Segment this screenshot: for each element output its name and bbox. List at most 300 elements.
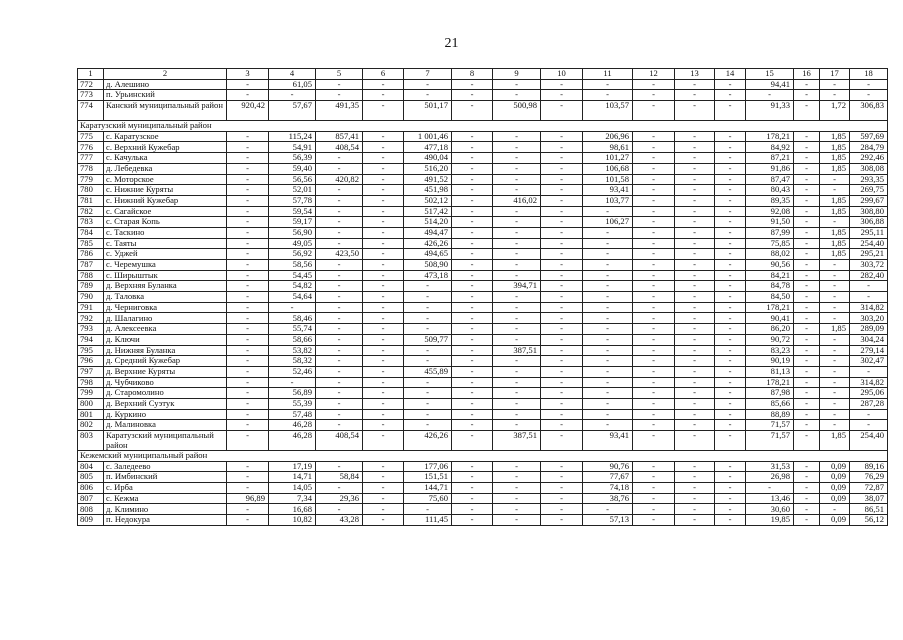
value-cell: - bbox=[633, 90, 675, 101]
value-cell: - bbox=[541, 420, 583, 431]
value-cell: 59,40 bbox=[269, 163, 316, 174]
value-cell: - bbox=[633, 292, 675, 303]
value-cell: - bbox=[583, 366, 633, 377]
table-row bbox=[78, 483, 888, 494]
value-cell: - bbox=[820, 388, 850, 399]
value-cell: - bbox=[633, 79, 675, 90]
table-row bbox=[78, 302, 888, 313]
value-cell: - bbox=[715, 493, 746, 504]
settlement-name: д. Верхние Куряты bbox=[104, 366, 227, 377]
row-number: 801 bbox=[78, 409, 104, 420]
row-number: 784 bbox=[78, 227, 104, 238]
value-cell: - bbox=[227, 292, 269, 303]
value-cell: - bbox=[227, 206, 269, 217]
value-cell: - bbox=[583, 206, 633, 217]
table-row bbox=[78, 493, 888, 504]
value-cell: 10,82 bbox=[269, 515, 316, 526]
value-cell: - bbox=[227, 472, 269, 483]
settlement-name: Каратузский муниципальный район bbox=[104, 431, 227, 451]
settlement-name: с. Сагайское bbox=[104, 206, 227, 217]
row-number: 796 bbox=[78, 356, 104, 367]
value-cell: - bbox=[794, 90, 820, 101]
value-cell: 30,60 bbox=[746, 504, 794, 515]
row-number: 800 bbox=[78, 398, 104, 409]
row-number: 807 bbox=[78, 493, 104, 504]
value-cell: - bbox=[583, 238, 633, 249]
value-cell: - bbox=[715, 79, 746, 90]
value-cell: - bbox=[227, 163, 269, 174]
value-cell: - bbox=[583, 420, 633, 431]
value-cell: - bbox=[633, 334, 675, 345]
table-row bbox=[78, 260, 888, 271]
value-cell: - bbox=[820, 281, 850, 292]
value-cell: 1,85 bbox=[820, 249, 850, 260]
value-cell: - bbox=[715, 472, 746, 483]
value-cell: - bbox=[541, 163, 583, 174]
value-cell: - bbox=[820, 79, 850, 90]
value-cell: 84,78 bbox=[746, 281, 794, 292]
table-row bbox=[78, 217, 888, 228]
value-cell: 56,90 bbox=[269, 227, 316, 238]
value-cell: - bbox=[363, 313, 404, 324]
value-cell: - bbox=[675, 142, 715, 153]
table-row bbox=[78, 431, 888, 451]
settlement-name: с. Ирба bbox=[104, 483, 227, 494]
value-cell: - bbox=[633, 420, 675, 431]
value-cell: - bbox=[404, 377, 452, 388]
value-cell: - bbox=[794, 260, 820, 271]
value-cell: 86,51 bbox=[850, 504, 888, 515]
value-cell: - bbox=[227, 217, 269, 228]
value-cell: - bbox=[493, 163, 541, 174]
value-cell: - bbox=[715, 90, 746, 101]
value-cell: - bbox=[715, 163, 746, 174]
value-cell: - bbox=[715, 101, 746, 121]
value-cell: - bbox=[541, 409, 583, 420]
value-cell: - bbox=[794, 431, 820, 451]
value-cell: - bbox=[452, 206, 493, 217]
value-cell: - bbox=[541, 504, 583, 515]
value-cell: - bbox=[316, 185, 363, 196]
value-cell: - bbox=[715, 461, 746, 472]
value-cell: - bbox=[850, 79, 888, 90]
value-cell: 1,85 bbox=[820, 324, 850, 335]
value-cell: 54,82 bbox=[269, 281, 316, 292]
value-cell: - bbox=[583, 260, 633, 271]
value-cell: - bbox=[715, 153, 746, 164]
value-cell: 87,99 bbox=[746, 227, 794, 238]
value-cell: - bbox=[794, 270, 820, 281]
value-cell: - bbox=[675, 515, 715, 526]
value-cell: 1,85 bbox=[820, 153, 850, 164]
value-cell: - bbox=[493, 356, 541, 367]
value-cell: - bbox=[404, 79, 452, 90]
value-cell: - bbox=[404, 420, 452, 431]
value-cell: 284,79 bbox=[850, 142, 888, 153]
value-cell: - bbox=[675, 313, 715, 324]
column-header: 16 bbox=[794, 69, 820, 80]
value-cell: - bbox=[675, 270, 715, 281]
value-cell: - bbox=[850, 409, 888, 420]
settlement-name: д. Климино bbox=[104, 504, 227, 515]
value-cell: 206,96 bbox=[583, 131, 633, 142]
value-cell: - bbox=[794, 227, 820, 238]
value-cell: - bbox=[541, 388, 583, 399]
value-cell: - bbox=[633, 153, 675, 164]
value-cell: - bbox=[227, 483, 269, 494]
value-cell: - bbox=[227, 324, 269, 335]
value-cell: - bbox=[541, 249, 583, 260]
value-cell: - bbox=[493, 249, 541, 260]
value-cell: 38,76 bbox=[583, 493, 633, 504]
table-row bbox=[78, 515, 888, 526]
value-cell: - bbox=[820, 504, 850, 515]
value-cell: - bbox=[583, 281, 633, 292]
value-cell: - bbox=[794, 174, 820, 185]
value-cell: 58,32 bbox=[269, 356, 316, 367]
value-cell: 0,09 bbox=[820, 472, 850, 483]
value-cell: - bbox=[633, 377, 675, 388]
value-cell: - bbox=[227, 398, 269, 409]
value-cell: - bbox=[227, 302, 269, 313]
section-title: Каратузский муниципальный район bbox=[78, 121, 888, 132]
value-cell: - bbox=[633, 461, 675, 472]
value-cell: - bbox=[452, 409, 493, 420]
value-cell: - bbox=[633, 142, 675, 153]
settlement-name: с. Моторское bbox=[104, 174, 227, 185]
value-cell: - bbox=[794, 345, 820, 356]
value-cell: 91,33 bbox=[746, 101, 794, 121]
value-cell: - bbox=[452, 388, 493, 399]
value-cell: - bbox=[227, 377, 269, 388]
value-cell: - bbox=[794, 79, 820, 90]
value-cell: - bbox=[404, 313, 452, 324]
value-cell: - bbox=[541, 515, 583, 526]
value-cell: - bbox=[227, 504, 269, 515]
value-cell: 426,26 bbox=[404, 431, 452, 451]
settlement-name: д. Таловка bbox=[104, 292, 227, 303]
table-row bbox=[78, 345, 888, 356]
value-cell: 254,40 bbox=[850, 238, 888, 249]
row-number: 804 bbox=[78, 461, 104, 472]
value-cell: 295,21 bbox=[850, 249, 888, 260]
settlement-name: с. Кежма bbox=[104, 493, 227, 504]
value-cell: - bbox=[363, 515, 404, 526]
value-cell: - bbox=[633, 324, 675, 335]
value-cell: 303,72 bbox=[850, 260, 888, 271]
value-cell: - bbox=[794, 195, 820, 206]
settlement-name: с. Нижний Кужебар bbox=[104, 195, 227, 206]
value-cell: - bbox=[363, 366, 404, 377]
value-cell: 90,76 bbox=[583, 461, 633, 472]
value-cell: - bbox=[227, 249, 269, 260]
value-cell: 93,41 bbox=[583, 185, 633, 196]
value-cell: - bbox=[794, 302, 820, 313]
value-cell: - bbox=[493, 313, 541, 324]
value-cell: - bbox=[820, 174, 850, 185]
value-cell: - bbox=[227, 79, 269, 90]
value-cell: - bbox=[850, 420, 888, 431]
value-cell: - bbox=[850, 366, 888, 377]
value-cell: - bbox=[633, 431, 675, 451]
table-row bbox=[78, 227, 888, 238]
value-cell: - bbox=[850, 90, 888, 101]
value-cell: - bbox=[715, 483, 746, 494]
row-number: 783 bbox=[78, 217, 104, 228]
value-cell: - bbox=[363, 260, 404, 271]
value-cell: - bbox=[675, 90, 715, 101]
value-cell: - bbox=[633, 281, 675, 292]
value-cell: - bbox=[633, 270, 675, 281]
value-cell: - bbox=[794, 515, 820, 526]
value-cell: - bbox=[493, 334, 541, 345]
column-header: 18 bbox=[850, 69, 888, 80]
value-cell: 90,41 bbox=[746, 313, 794, 324]
settlement-name: с. Черемушка bbox=[104, 260, 227, 271]
column-header: 8 bbox=[452, 69, 493, 80]
value-cell: 111,45 bbox=[404, 515, 452, 526]
value-cell: 292,46 bbox=[850, 153, 888, 164]
settlement-name: д. Куркино bbox=[104, 409, 227, 420]
settlement-name: с. Качулька bbox=[104, 153, 227, 164]
value-cell: - bbox=[316, 260, 363, 271]
value-cell: - bbox=[715, 313, 746, 324]
value-cell: - bbox=[227, 260, 269, 271]
row-number: 775 bbox=[78, 131, 104, 142]
value-cell: 490,04 bbox=[404, 153, 452, 164]
value-cell: - bbox=[715, 195, 746, 206]
value-cell: 254,40 bbox=[850, 431, 888, 451]
value-cell: - bbox=[675, 324, 715, 335]
value-cell: - bbox=[363, 377, 404, 388]
value-cell: 501,17 bbox=[404, 101, 452, 121]
table-row bbox=[78, 153, 888, 164]
value-cell: - bbox=[452, 366, 493, 377]
section-row bbox=[78, 121, 888, 132]
column-header: 2 bbox=[104, 69, 227, 80]
value-cell: - bbox=[675, 493, 715, 504]
value-cell: 103,57 bbox=[583, 101, 633, 121]
table-row bbox=[78, 174, 888, 185]
value-cell: - bbox=[675, 163, 715, 174]
row-number: 787 bbox=[78, 260, 104, 271]
value-cell: 151,51 bbox=[404, 472, 452, 483]
table-row bbox=[78, 324, 888, 335]
value-cell: 494,47 bbox=[404, 227, 452, 238]
value-cell: - bbox=[715, 356, 746, 367]
value-cell: - bbox=[541, 217, 583, 228]
value-cell: - bbox=[583, 377, 633, 388]
value-cell: 295,11 bbox=[850, 227, 888, 238]
value-cell: 17,19 bbox=[269, 461, 316, 472]
value-cell: - bbox=[227, 313, 269, 324]
value-cell: - bbox=[541, 431, 583, 451]
value-cell: 94,41 bbox=[746, 79, 794, 90]
table-row bbox=[78, 388, 888, 399]
settlement-name: д. Шалагино bbox=[104, 313, 227, 324]
settlement-name: с. Старая Копь bbox=[104, 217, 227, 228]
value-cell: 90,72 bbox=[746, 334, 794, 345]
value-cell: - bbox=[675, 153, 715, 164]
value-cell: - bbox=[675, 398, 715, 409]
table-row bbox=[78, 249, 888, 260]
value-cell: 293,35 bbox=[850, 174, 888, 185]
value-cell: - bbox=[633, 483, 675, 494]
value-cell: 103,77 bbox=[583, 195, 633, 206]
value-cell: 55,74 bbox=[269, 324, 316, 335]
value-cell: - bbox=[715, 420, 746, 431]
value-cell: - bbox=[541, 292, 583, 303]
value-cell: - bbox=[541, 270, 583, 281]
value-cell: - bbox=[675, 334, 715, 345]
value-cell: - bbox=[316, 504, 363, 515]
value-cell: - bbox=[493, 420, 541, 431]
settlement-name: п. Урьинский bbox=[104, 90, 227, 101]
value-cell: 1,85 bbox=[820, 431, 850, 451]
value-cell: 56,12 bbox=[850, 515, 888, 526]
value-cell: - bbox=[493, 153, 541, 164]
value-cell: - bbox=[404, 90, 452, 101]
value-cell: - bbox=[794, 153, 820, 164]
value-cell: - bbox=[363, 398, 404, 409]
value-cell: 88,02 bbox=[746, 249, 794, 260]
value-cell: - bbox=[227, 420, 269, 431]
value-cell: - bbox=[227, 388, 269, 399]
value-cell: - bbox=[452, 356, 493, 367]
value-cell: - bbox=[227, 366, 269, 377]
row-number: 789 bbox=[78, 281, 104, 292]
settlement-name: д. Ключи bbox=[104, 334, 227, 345]
value-cell: - bbox=[452, 238, 493, 249]
value-cell: - bbox=[452, 472, 493, 483]
value-cell: 1,85 bbox=[820, 195, 850, 206]
value-cell: - bbox=[820, 313, 850, 324]
value-cell: - bbox=[316, 292, 363, 303]
value-cell: - bbox=[675, 431, 715, 451]
value-cell: - bbox=[452, 142, 493, 153]
column-header: 5 bbox=[316, 69, 363, 80]
value-cell: - bbox=[404, 409, 452, 420]
column-header: 10 bbox=[541, 69, 583, 80]
row-number: 797 bbox=[78, 366, 104, 377]
value-cell: - bbox=[316, 388, 363, 399]
settlement-name: п. Имбинский bbox=[104, 472, 227, 483]
value-cell: - bbox=[363, 270, 404, 281]
value-cell: - bbox=[363, 227, 404, 238]
value-cell: 14,71 bbox=[269, 472, 316, 483]
value-cell: 279,14 bbox=[850, 345, 888, 356]
value-cell: - bbox=[452, 345, 493, 356]
value-cell: - bbox=[452, 195, 493, 206]
value-cell: 494,65 bbox=[404, 249, 452, 260]
value-cell: - bbox=[227, 227, 269, 238]
value-cell: 57,78 bbox=[269, 195, 316, 206]
value-cell: - bbox=[675, 420, 715, 431]
row-number: 803 bbox=[78, 431, 104, 451]
value-cell: 282,40 bbox=[850, 270, 888, 281]
column-header: 17 bbox=[820, 69, 850, 80]
value-cell: - bbox=[452, 270, 493, 281]
value-cell: - bbox=[316, 366, 363, 377]
value-cell: - bbox=[452, 302, 493, 313]
value-cell: - bbox=[583, 227, 633, 238]
value-cell: - bbox=[675, 101, 715, 121]
value-cell: - bbox=[633, 260, 675, 271]
table-row bbox=[78, 206, 888, 217]
table-row bbox=[78, 356, 888, 367]
value-cell: 509,77 bbox=[404, 334, 452, 345]
row-number: 795 bbox=[78, 345, 104, 356]
row-number: 773 bbox=[78, 90, 104, 101]
value-cell: - bbox=[227, 238, 269, 249]
value-cell: - bbox=[493, 206, 541, 217]
value-cell: 91,50 bbox=[746, 217, 794, 228]
value-cell: - bbox=[633, 238, 675, 249]
row-number: 806 bbox=[78, 483, 104, 494]
value-cell: - bbox=[316, 206, 363, 217]
value-cell: - bbox=[227, 461, 269, 472]
header-row bbox=[78, 69, 888, 80]
column-header: 13 bbox=[675, 69, 715, 80]
table-row bbox=[78, 238, 888, 249]
section-title: Кежемский муниципальный район bbox=[78, 451, 888, 462]
row-number: 786 bbox=[78, 249, 104, 260]
value-cell: - bbox=[452, 292, 493, 303]
value-cell: - bbox=[633, 195, 675, 206]
value-cell: - bbox=[820, 334, 850, 345]
value-cell: - bbox=[675, 227, 715, 238]
value-cell: - bbox=[541, 227, 583, 238]
value-cell: 57,48 bbox=[269, 409, 316, 420]
value-cell: 83,23 bbox=[746, 345, 794, 356]
value-cell: - bbox=[583, 388, 633, 399]
value-cell: 1,85 bbox=[820, 227, 850, 238]
column-header: 3 bbox=[227, 69, 269, 80]
value-cell: 0,09 bbox=[820, 515, 850, 526]
value-cell: - bbox=[541, 398, 583, 409]
value-cell: - bbox=[541, 313, 583, 324]
value-cell: - bbox=[583, 356, 633, 367]
value-cell: - bbox=[363, 90, 404, 101]
value-cell: 1,85 bbox=[820, 206, 850, 217]
value-cell: - bbox=[404, 388, 452, 399]
value-cell: - bbox=[794, 185, 820, 196]
value-cell: - bbox=[493, 504, 541, 515]
settlement-name: Канский муниципальный район bbox=[104, 101, 227, 121]
value-cell: - bbox=[316, 461, 363, 472]
value-cell: 71,57 bbox=[746, 431, 794, 451]
value-cell: - bbox=[493, 292, 541, 303]
value-cell: - bbox=[363, 504, 404, 515]
value-cell: - bbox=[715, 431, 746, 451]
value-cell: - bbox=[316, 163, 363, 174]
value-cell: - bbox=[404, 324, 452, 335]
value-cell: - bbox=[794, 420, 820, 431]
value-cell: 74,18 bbox=[583, 483, 633, 494]
value-cell: - bbox=[493, 238, 541, 249]
value-cell: 500,98 bbox=[493, 101, 541, 121]
value-cell: 299,67 bbox=[850, 195, 888, 206]
value-cell: - bbox=[675, 174, 715, 185]
value-cell: 76,29 bbox=[850, 472, 888, 483]
value-cell: - bbox=[316, 313, 363, 324]
value-cell: - bbox=[493, 515, 541, 526]
value-cell: - bbox=[633, 174, 675, 185]
value-cell: - bbox=[675, 260, 715, 271]
value-cell: - bbox=[452, 131, 493, 142]
value-cell: - bbox=[715, 281, 746, 292]
value-cell: 84,21 bbox=[746, 270, 794, 281]
